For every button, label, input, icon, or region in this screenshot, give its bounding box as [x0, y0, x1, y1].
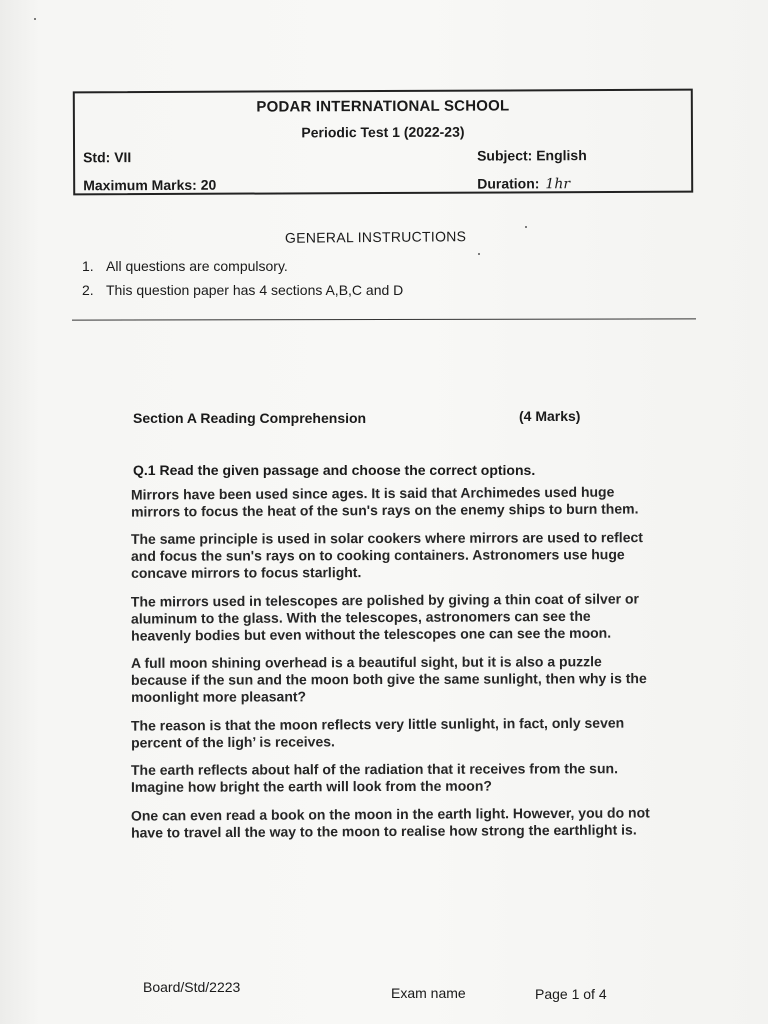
item-text: This question paper has 4 sections A,B,C and D	[106, 282, 404, 298]
passage-paragraph: The reason is that the moon reflects very little sunlight, in fact, only seven percent of the ligh’ is receives.	[130, 714, 625, 751]
passage-paragraph: One can even read a book on the moon in the earth light. However, you do not have to travel all the way to the moon to realise how strong the earthlight is.	[130, 804, 650, 841]
footer-page-number: Page 1 of 4	[535, 986, 607, 1002]
scan-speck	[34, 18, 36, 20]
passage-paragraph: The earth reflects about half of the radiation that it receives from the sun. Imagine how bright the earth will look from the moon?	[130, 760, 618, 795]
list-item	[82, 280, 403, 304]
question-heading: Q.1 Read the given passage and choose the correct options.	[133, 462, 536, 478]
duration-label: Duration:	[477, 175, 540, 192]
passage-paragraph: Mirrors have been used since ages. It is said that Archimedes used huge mirrors to focus the heat of the sun's rays on the enemy ships to burn them.	[130, 483, 639, 520]
duration-value: 1hr	[545, 176, 571, 193]
section-marks: (4 Marks)	[519, 408, 581, 424]
passage-paragraph: A full moon shining overhead is a beautiful sight, but it is also a puzzle because if the sun and the moon both give the same sunlight, then why is the moonlight more pleasant?	[130, 653, 647, 705]
divider	[72, 318, 696, 320]
school-name: PODAR INTERNATIONAL SCHOOL	[256, 97, 510, 116]
passage-paragraph: The same principle is used in solar cookers where mirrors are used to reflect and focus the sun's rays on to cooking containers. Astronomers use huge concave mirrors to focus starlight.	[130, 529, 643, 581]
footer-exam-name: Exam name	[391, 985, 466, 1001]
passage-paragraph: The mirrors used in telescopes are polished by giving a thin coat of silver or aluminum to the glass. With the telescopes, astronomers can see the heavenly bodies but even without the telescopes one can see the moon.	[130, 590, 639, 644]
footer-board: Board/Std/2223	[143, 979, 241, 995]
list-item	[82, 256, 403, 280]
scan-speck	[525, 226, 527, 228]
instructions-title: GENERAL INSTRUCTIONS	[284, 228, 467, 246]
std-label: Std: VII	[83, 149, 132, 166]
section-title: Section A Reading Comprehension	[133, 410, 367, 426]
test-name: Periodic Test 1 (2022-23)	[301, 123, 465, 141]
passage	[131, 485, 651, 851]
max-marks-label: Maximum Marks: 20	[83, 176, 217, 194]
item-number: 2.	[82, 282, 94, 298]
duration-field	[477, 175, 570, 192]
item-text: All questions are compulsory.	[106, 258, 288, 274]
header-box	[73, 89, 693, 196]
instructions-list	[82, 256, 403, 304]
item-number: 1.	[82, 258, 94, 274]
scan-speck	[478, 253, 480, 255]
subject-label: Subject: English	[477, 147, 587, 164]
